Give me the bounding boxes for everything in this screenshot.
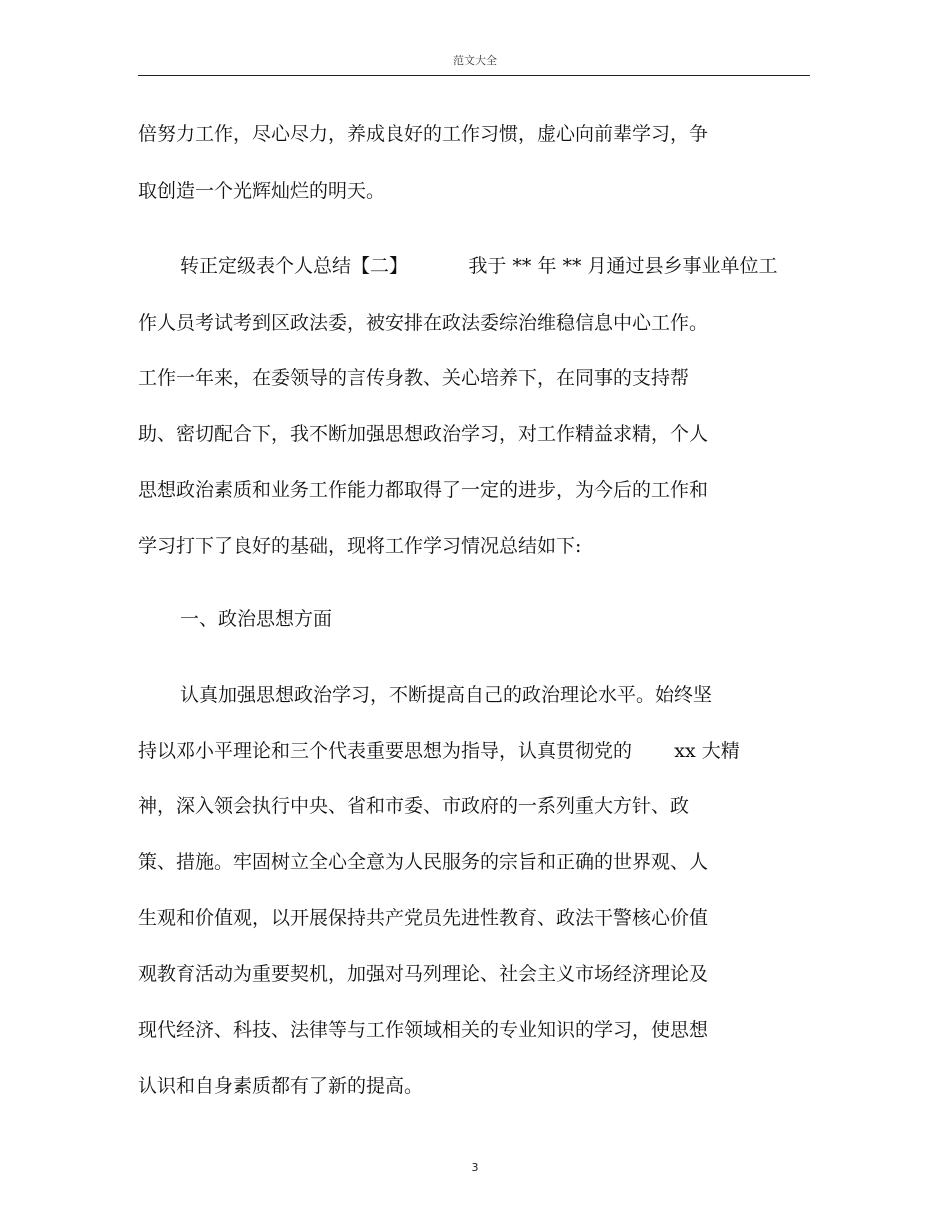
body-line: 生观和价值观，以开展保持共产党员先进性教育、政法干警核心价值	[138, 907, 709, 929]
body-line: 倍努力工作，尽心尽力，养成良好的工作习惯，虚心向前辈学习，争	[138, 123, 709, 145]
body-line: 工作一年来，在委领导的言传身教、关心培养下，在同事的支持帮	[138, 367, 690, 389]
section-title-line: 转正定级表个人总结【二】 我于 ** 年 ** 月通过县乡事业单位工	[180, 255, 778, 277]
body-line: 助、密切配合下，我不断加强思想政治学习，对工作精益求精，个人	[138, 423, 709, 445]
page-number: 3	[471, 1161, 479, 1174]
body-line: 作人员考试考到区政法委，被安排在政法委综治维稳信息中心工作。	[138, 312, 709, 334]
body-line: 观教育活动为重要契机，加强对马列理论、社会主义市场经济理论及	[138, 963, 709, 985]
body-line: 思想政治素质和业务工作能力都取得了一定的进步，为今后的工作和	[138, 479, 709, 501]
body-line: 持以邓小平理论和三个代表重要思想为指导，认真贯彻党的 xx 大精	[138, 740, 740, 762]
body-line: 取创造一个光辉灿烂的明天。	[138, 180, 386, 202]
body-line: 现代经济、科技、法律等与工作领域相关的专业知识的学习，使思想	[138, 1019, 709, 1041]
page-header-title: 范文大全	[453, 54, 497, 67]
header-divider	[138, 75, 810, 76]
body-line: 神，深入领会执行中央、省和市委、市政府的一系列重大方针、政	[138, 795, 690, 817]
body-line: 认识和自身素质都有了新的提高。	[138, 1075, 424, 1097]
body-line: 策、措施。牢固树立全心全意为人民服务的宗旨和正确的世界观、人	[138, 851, 709, 873]
body-line: 认真加强思想政治学习，不断提高自己的政治理论水平。始终坚	[180, 684, 713, 706]
body-line: 学习打下了良好的基础，现将工作学习情况总结如下:	[138, 535, 582, 557]
section-heading: 一、政治思想方面	[180, 608, 333, 630]
